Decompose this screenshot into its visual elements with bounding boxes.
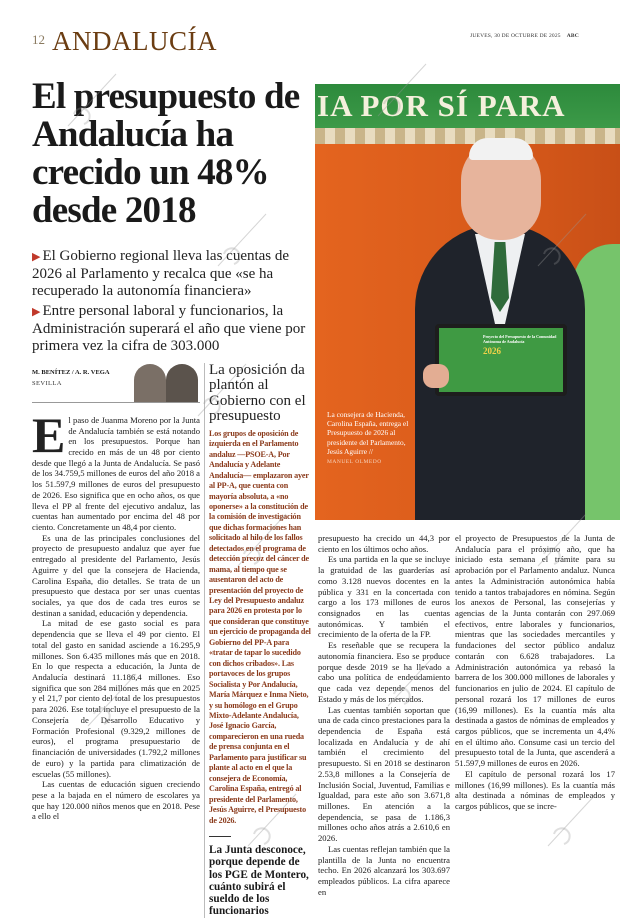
article-column-3 bbox=[318, 533, 450, 897]
document-title: Proyecto del Presupuesto de la Comunidad Autónoma de Andalucía bbox=[483, 334, 557, 344]
author-photo bbox=[166, 364, 198, 402]
paragraph: Las cuentas de educación siguen creciendo pese a la bajada en el número de escolares ya que hay 120.000 niños menos que en 2018. Pese a ello el bbox=[32, 779, 200, 822]
paragraph: Las cuentas también soportan que una de cada cinco prestaciones para la dependencia de España está localizada en Andalucía y de ahí también el crecimiento del presupuesto. Si en 2018 se destinaron 2.53,8 millones a la Consejería de Inclusión Social, Juventud, Familias e Igualdad, para este año son 3.671,8 millones. En atención a la dependencia, se pasa de 1.186,3 millones ocho años atrás a 2.610,6 en 2026. bbox=[318, 704, 450, 844]
sidebar-rule bbox=[209, 836, 231, 837]
column-divider bbox=[204, 363, 205, 918]
subhead-text: El Gobierno regional lleva las cuentas de 2026 al Parlamento y recalca que «se ha recuperado la autonomía financiera» bbox=[32, 248, 290, 299]
document-cover bbox=[439, 328, 563, 392]
subhead bbox=[32, 248, 313, 299]
paragraph: Las cuentas reflejan también que la plantilla de la Junta no encuentra techo. En 2026 alcanzará los 303.697 empleados públicos. La cifra aparece en bbox=[318, 843, 450, 897]
paragraph: Es una de las principales conclusiones del proyecto de presupuesto andaluz que ayer fue entregado al presidente del Parlamento, Jesús Aguirre y del que la consejera de Hacienda, Carolina España, dio detalles. Se trata de un presupuesto que destaca por ser unas cuentas sociales, ya que dos de cada tres euros se destinan a sanidad, educación y dependencia. bbox=[32, 532, 200, 618]
budget-document bbox=[435, 324, 567, 396]
paragraph: l paso de Juanma Moreno por la Junta de Andalucía también se está notando en los presupuestos. Porque han crecido en más de un 48 por ciento desde que llegó a la Junta de Andalucía. Se pasó de los 34.759,5 millones de euros del año 2018 a los 51.597,9 millones de euros del presupuesto de 2026. Eso significa que en ocho años, os que lleva el PP al frente del ejecutivo andaluz, las cuentas han aumentado por encima del 48 por ciento. Concretamente un 48,4 por ciento. bbox=[32, 414, 200, 532]
caption-box bbox=[327, 410, 411, 466]
sidebar-body: Los grupos de oposición de izquierda en el Parlamento andaluz —PSOE-A, Por Andalucía y Adelante Andalucía— emplazaron ayer al PP-A, que cuenta con mayoría absoluta, a «no oponerse» a la constitución de la comisión de investigación que dichas formaciones han solicitado al hilo de los fallos detectados en el programa de detección precoz del cáncer de mama, al tiempo que se ausentaron del acto de presentación del proyecto de Ley del Presupuesto andaluz para 2026 en protesta por lo que consideran que constituye un ejercicio de propaganda del Gobierno del PP-A para «tratar de tapar lo sucedido con dichos cribados». Las portavoces de los grupos Socialista y Por Andalucía, María Márquez e Inma Nieto, y su homólogo en el Grupo Mixto-Adelante Andalucía, José Ignacio García, comparecieron en una rueda de prensa conjunta en el Parlamento para justificar su plante al acto en el que la consejera de Economía, Carolina España, entregó al presidente del Parlamento, Jesús Aguirre, el Presupuesto de 2026. bbox=[209, 428, 311, 825]
headline: El presupuesto de Andalucía ha crecido un 48% desde 2018 bbox=[32, 76, 300, 231]
author-photo bbox=[134, 364, 166, 402]
banner-text: IA POR SÍ PARA bbox=[317, 88, 566, 123]
article-column-1 bbox=[32, 406, 200, 822]
authors: M. BENÍTEZ / A. R. VEGA bbox=[32, 368, 110, 376]
brand: ABC bbox=[566, 33, 579, 39]
tile-strip bbox=[315, 128, 620, 144]
photo-caption: La consejera de Hacienda, Carolina España, entrega el Presupuesto de 2026 al presidente del Parlamento, Jesús Aguirre // bbox=[327, 410, 409, 456]
columns-row bbox=[32, 363, 313, 918]
main-photo bbox=[315, 84, 620, 520]
photo-banner bbox=[315, 84, 620, 128]
sidebar bbox=[209, 363, 313, 918]
sidebar-headline: La oposición da plantón al Gobierno con el presupuesto bbox=[209, 361, 306, 425]
byline bbox=[32, 363, 200, 403]
dateline bbox=[470, 33, 579, 39]
bullet-triangle-icon: ▶ bbox=[32, 251, 41, 263]
bullet-triangle-icon: ▶ bbox=[32, 306, 41, 319]
sidebar-headline-2: La Junta desconoce, porque depende de los PGE de Montero, cuánto subirá el sueldo de los funcionarios bbox=[209, 844, 309, 918]
main-column bbox=[32, 363, 200, 822]
byline-city: SEVILLA bbox=[32, 379, 62, 387]
paragraph: presupuesto ha crecido un 44,3 por ciento en los últimos ocho años. bbox=[318, 533, 450, 554]
paragraph: Es una partida en la que se incluye la gratuidad de las guarderías así como 3.128 nuevos docentes en la pública y 331 en la concertada con cargo a los 173 millones de euros consignados en las cuentas autonómicas. Y también el crecimiento de la oferta de la FP. bbox=[318, 554, 450, 640]
subhead bbox=[32, 303, 313, 354]
paragraph: La mitad de ese gasto social es para dependencia que se lleva el 49 por ciento. El total del gasto en sanidad asciende a 16.295,9 millones. Son 6.435 millones más que en 2018. En lo que respecta a educación, la Junta de Andalucía destinará 11.186,4 millones. Eso significa que son 284 millones más que en 2025 y el 21,7 por ciento del total de los presupuestos para 2026. Ese total incluye el presupuesto de la Consejería de Desarrollo Educativo y Formación Profesional (9.329,2 millones de euros), el programa presupuestario de financiación de universidades (1.792,2 millones de euro) y la partida para climatización de escuelas (55 millones). bbox=[32, 618, 200, 779]
left-flow bbox=[32, 78, 313, 918]
paragraph: el proyecto de Presupuestos de la Junta de Andalucía para el próximo año, que ha iniciado esta semana el trámite para su aprobación por el Parlamento andaluz. Nunca antes la Administración autonómica había tenido a tantos trabajadores en nómina. Según los anexos de Personal, las consejerías y agencias de la Junta contarán con 297.069 efectivos, entre laborales y funcionarios, mientras que las sociedades mercantiles y fundaciones del sector público andaluz contarán con 6.628 trabajadores. La Administración autonómica ya rebasó la barrera de los 300.000 millones de laborales y funcionarios en julio de 2024. El capítulo de personal rozará los 17 millones de euros (16,99 millones). Es la cuantía más alta destinada a gastos de nóminas de empleados y cargos públicos, que se incrementa un 4,4% en el último año. Consume casi un tercio del presupuesto total de la Junta, que ascenderá a 51.597,9 millones de euros en 2026. bbox=[455, 533, 615, 769]
photo-credit: MANUEL OLMEDO bbox=[327, 459, 382, 466]
subhead-text: Entre personal laboral y funcionarios, la Administración superará el año que viene por primera vez la cifra de 303.000 bbox=[32, 303, 306, 354]
hair bbox=[469, 138, 533, 160]
date: JUEVES, 30 DE OCTUBRE DE 2025 bbox=[470, 33, 561, 39]
paragraph: El capítulo de personal rozará los 17 millones (16,99 millones). Es la cuantía más alta destinada a nóminas de empleados y cargos públicos, que se incre- bbox=[455, 768, 615, 811]
drop-cap: E bbox=[32, 406, 66, 463]
hand bbox=[423, 364, 449, 388]
page-number: 12 bbox=[32, 32, 45, 47]
article-column-4 bbox=[455, 533, 615, 812]
paragraph: Es reseñable que se recupera la autonomía financiera. Eso se produce porque desde 2019 se ha llevado a cabo una política de endeudamiento que cada vez depende menos del Estado y más de los mercados. bbox=[318, 640, 450, 704]
section-title: ANDALUCÍA bbox=[52, 26, 217, 56]
document-year: 2026 bbox=[483, 346, 501, 356]
